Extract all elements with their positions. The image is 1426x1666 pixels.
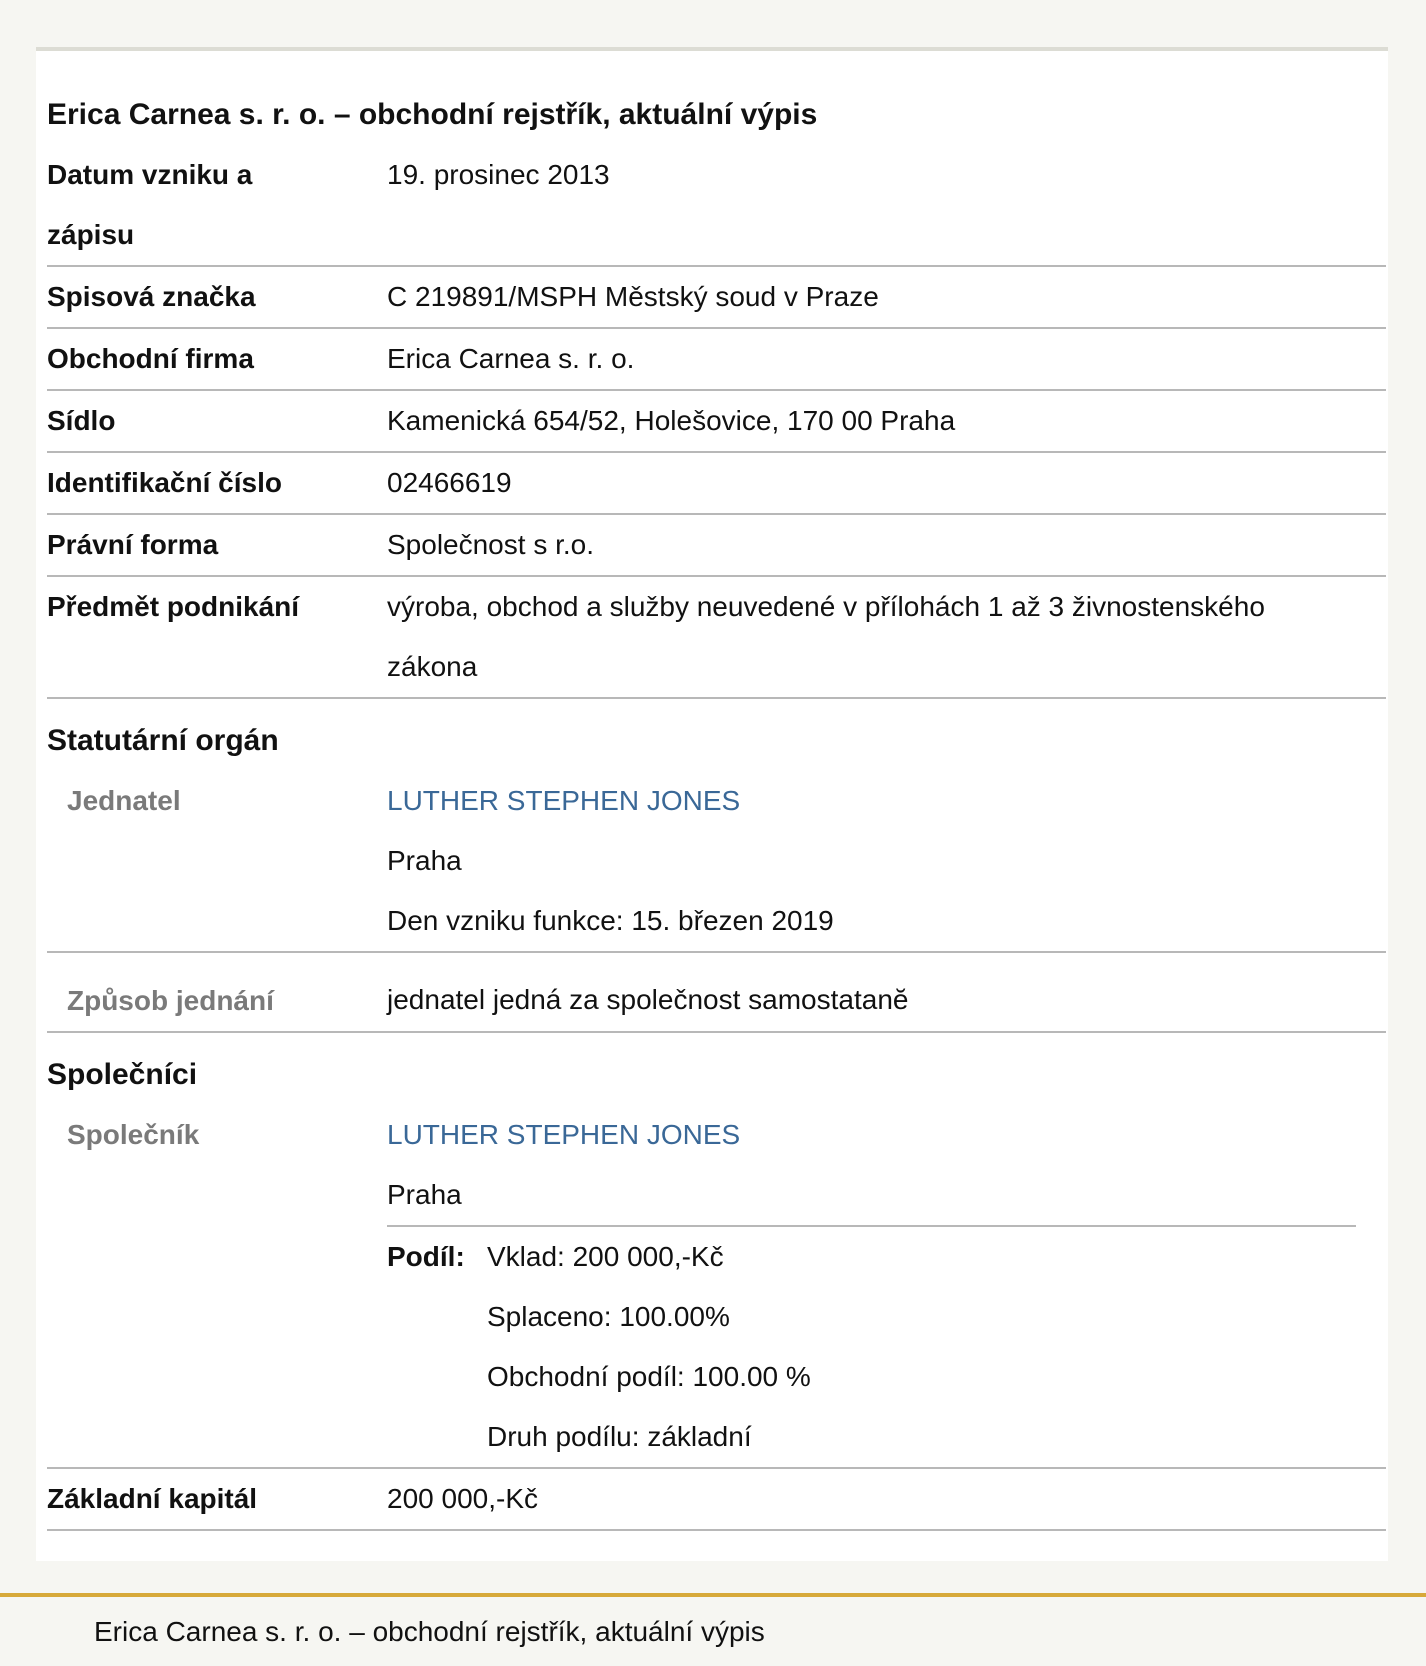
label-obchodni-firma: Obchodní firma [47, 328, 387, 390]
podil-splaceno: Splaceno: 100.00% [487, 1301, 730, 1332]
row-spisova-znacka [47, 266, 1386, 328]
value-datum-vzniku: 19. prosinec 2013 [387, 145, 1386, 266]
predmet-line2: zákona [387, 651, 478, 682]
jednatel-name-link[interactable]: LUTHER STEPHEN JONES [387, 785, 741, 816]
podil-druh: Druh podílu: základní [487, 1421, 752, 1452]
footer-divider [0, 1593, 1426, 1597]
row-zpusob-jednani [47, 952, 1386, 1032]
label-datum-line2: zápisu [47, 219, 135, 250]
heading-statutarni-organ: Statutární orgán [47, 724, 279, 757]
row-pravni-forma [47, 514, 1386, 576]
value-predmet-podnikani [387, 576, 1386, 698]
value-zakladni-kapital: 200 000,-Kč [387, 1468, 1386, 1530]
row-jednatel [47, 771, 1386, 952]
section-statutarni-organ [47, 698, 1386, 771]
podil-label: Podíl: [387, 1241, 465, 1272]
podil-obchodni: Obchodní podíl: 100.00 % [487, 1361, 811, 1392]
value-identifikacni-cislo: 02466619 [387, 452, 1386, 514]
section-spolecnici [47, 1032, 1386, 1105]
label-spolecnik: Společník [47, 1105, 387, 1468]
row-zakladni-kapital [47, 1468, 1386, 1530]
label-sidlo: Sídlo [47, 390, 387, 452]
row-sidlo [47, 390, 1386, 452]
value-spolecnik [387, 1105, 1386, 1468]
row-identifikacni-cislo [47, 452, 1386, 514]
value-spisova-znacka: C 219891/MSPH Městský soud v Praze [387, 266, 1386, 328]
row-predmet-podnikani [47, 576, 1386, 698]
page-title: Erica Carnea s. r. o. – obchodní rejstřík, aktuální výpis [47, 98, 818, 131]
value-jednatel [387, 771, 1386, 952]
podil-details [487, 1227, 811, 1467]
row-obchodni-firma [47, 328, 1386, 390]
value-sidlo: Kamenická 654/52, Holešovice, 170 00 Praha [387, 390, 1386, 452]
value-obchodni-firma: Erica Carnea s. r. o. [387, 328, 1386, 390]
spolecnik-city: Praha [387, 1179, 462, 1210]
label-datum-vzniku [47, 145, 387, 266]
label-datum-line1: Datum vzniku a [47, 159, 253, 190]
row-datum-vzniku [47, 145, 1386, 266]
spolecnik-name-link[interactable]: LUTHER STEPHEN JONES [387, 1119, 741, 1150]
registry-card [36, 51, 1388, 1561]
heading-spolecnici: Společníci [47, 1058, 198, 1091]
value-zpusob-jednani: jednatel jedná za společnost samostatanĕ [387, 952, 1386, 1032]
footer-title: Erica Carnea s. r. o. – obchodní rejstřík, aktuální výpis [94, 1616, 765, 1647]
label-predmet-podnikani: Předmět podnikání [47, 576, 387, 698]
row-spolecnik [47, 1105, 1386, 1468]
label-jednatel: Jednatel [47, 771, 387, 952]
label-zakladni-kapital: Základní kapitál [47, 1468, 387, 1530]
value-pravni-forma: Společnost s r.o. [387, 514, 1386, 576]
podil-block [387, 1225, 1356, 1467]
podil-vklad: Vklad: 200 000,-Kč [487, 1241, 724, 1272]
predmet-line1: výroba, obchod a služby neuvedené v přílohách 1 až 3 živnostenského [387, 591, 1265, 622]
label-pravni-forma: Právní forma [47, 514, 387, 576]
label-identifikacni-cislo: Identifikační číslo [47, 452, 387, 514]
label-spisova-znacka: Spisová značka [47, 266, 387, 328]
jednatel-since: Den vzniku funkce: 15. březen 2019 [387, 905, 834, 936]
label-zpusob-jednani: Způsob jednání [47, 952, 387, 1032]
registry-table [47, 145, 1386, 1531]
jednatel-city: Praha [387, 845, 462, 876]
